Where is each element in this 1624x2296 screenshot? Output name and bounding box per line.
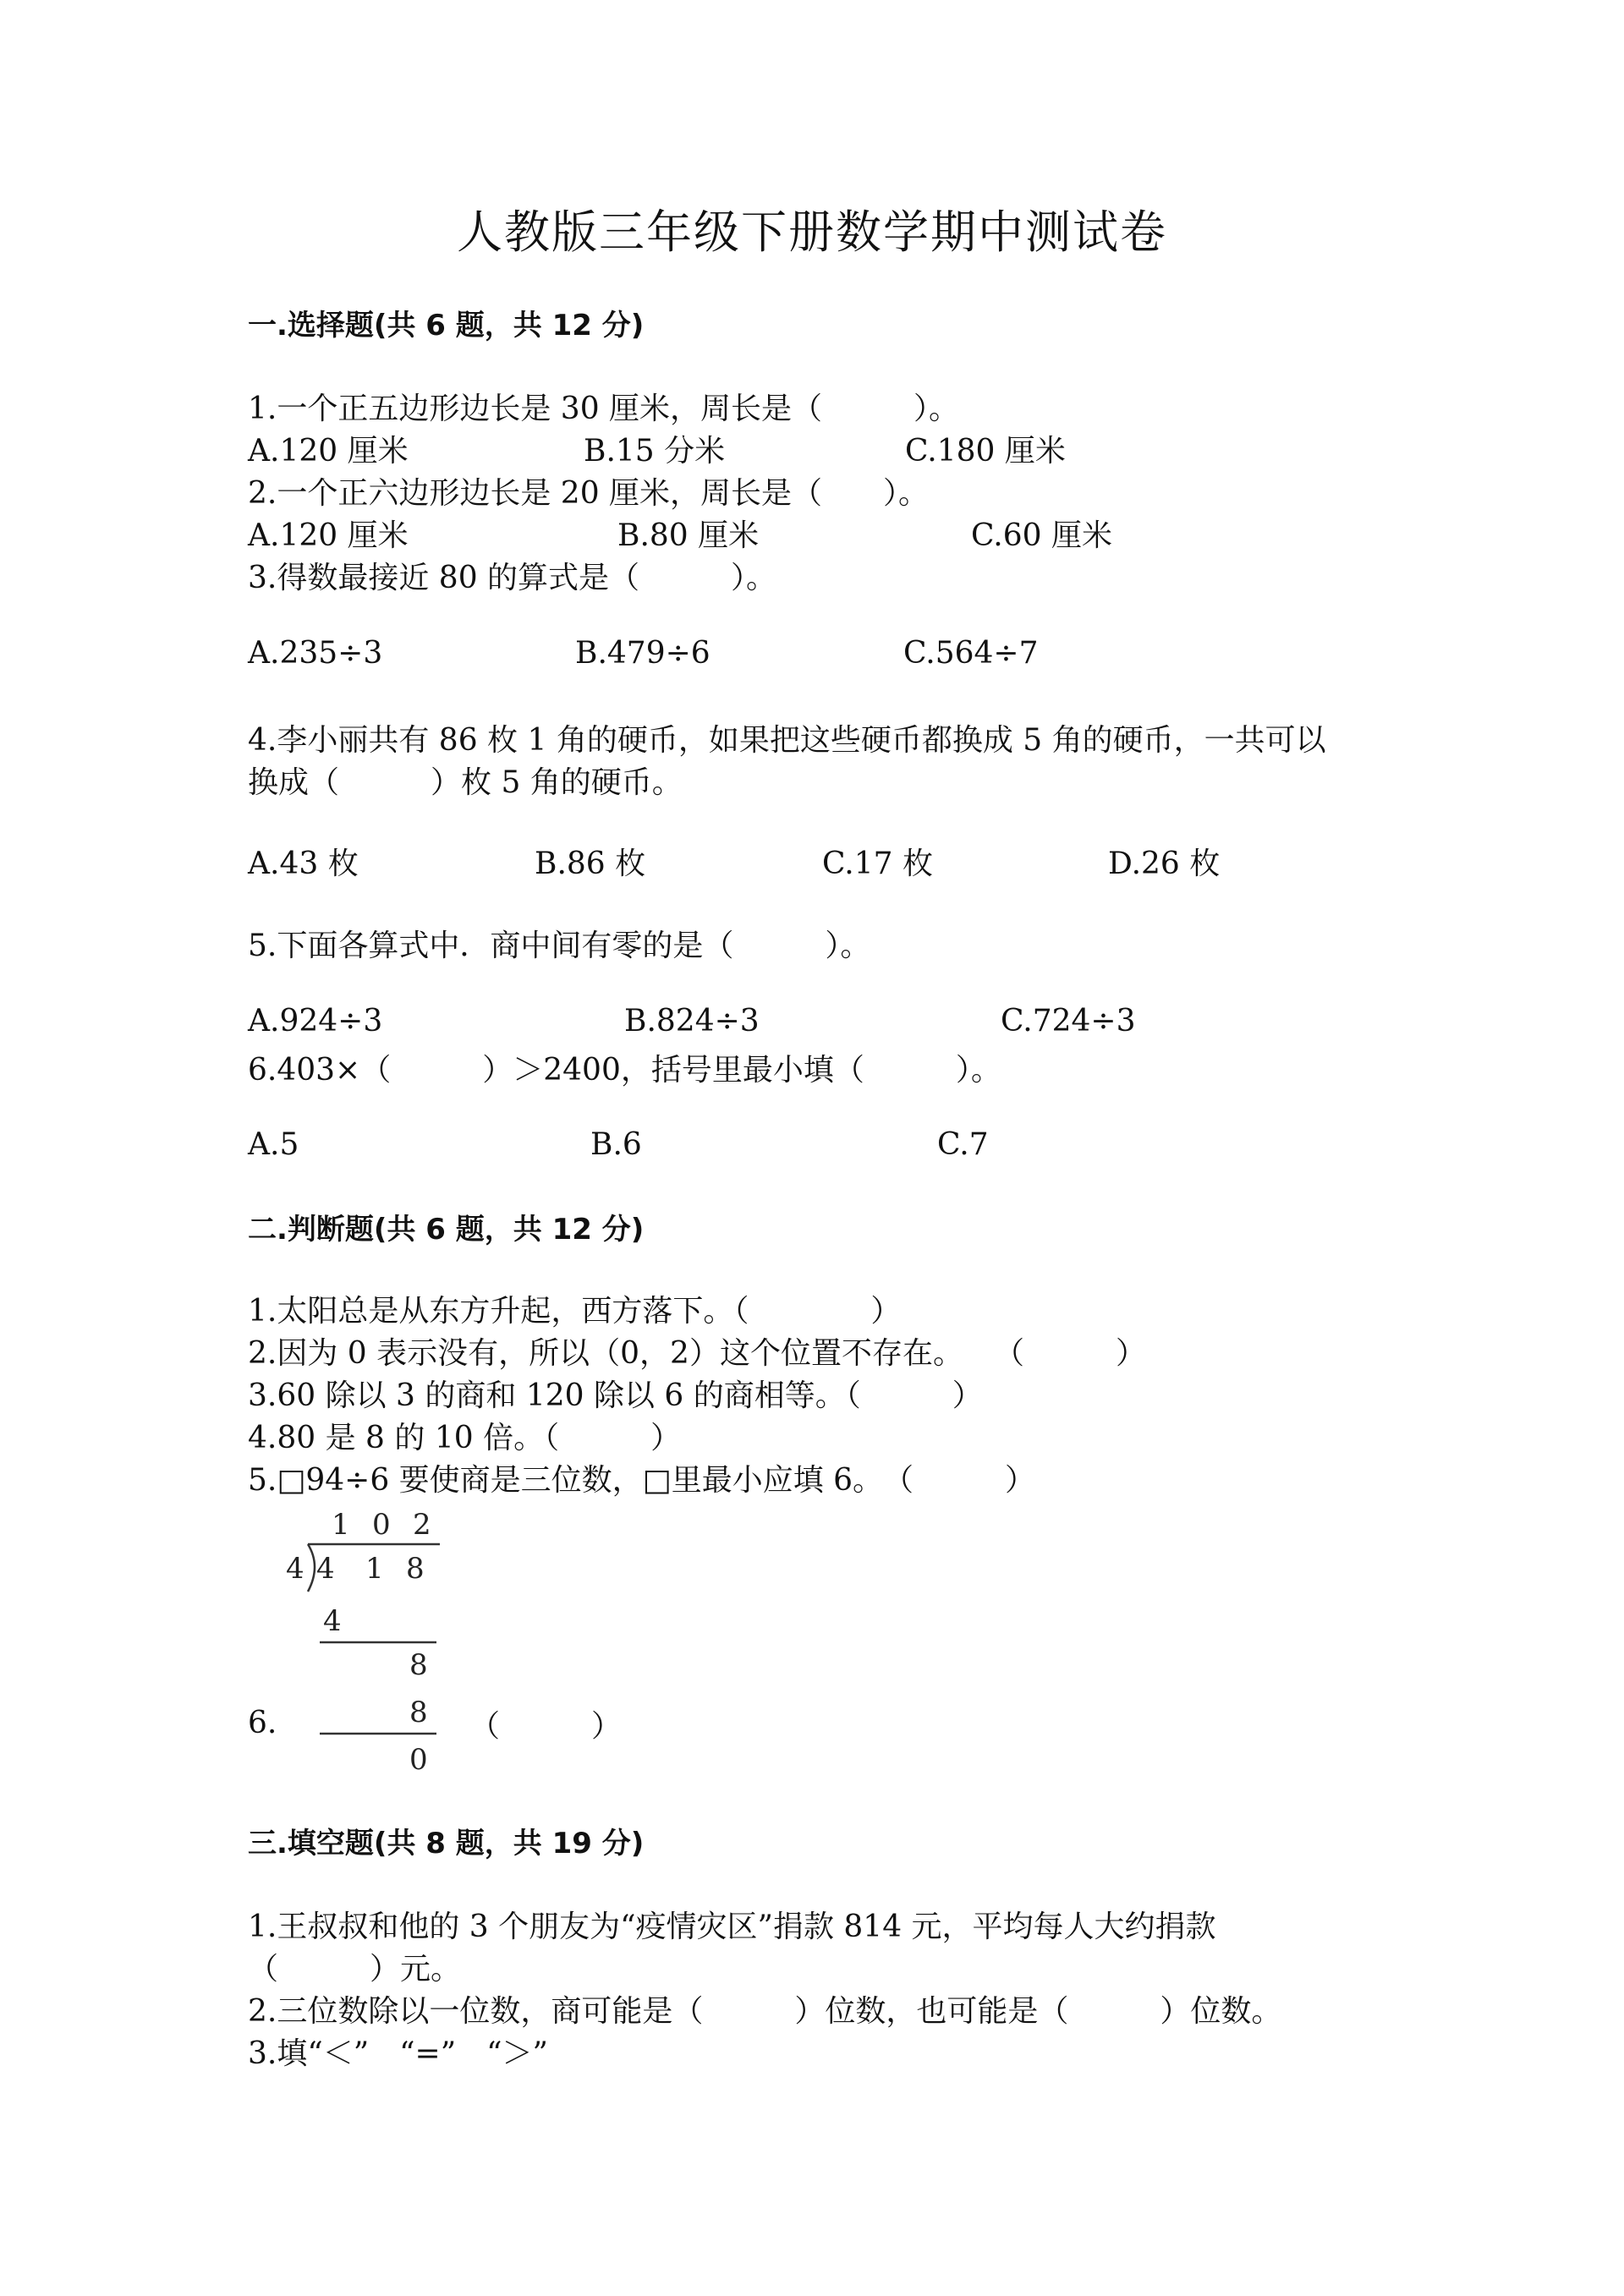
quotient-digit-1: 1 [332,1508,350,1542]
choice-q3-option-b: B.479÷6 [575,636,710,671]
section-heading-judge: 二.判断题(共 6 题，共 12 分) [248,1213,645,1247]
choice-q6-option-b: B.6 [590,1127,642,1162]
choice-q2-option-a: A.120 厘米 [248,518,409,553]
judge-q6-bracket: （ ） [469,1709,623,1744]
long-division-figure [279,1504,465,1791]
choice-q4-option-c: C.17 枚 [822,847,933,881]
division-remainder: 0 [409,1743,428,1777]
choice-q2: 2.一个正六边形边长是 20 厘米，周长是（ ）。 [248,476,930,511]
quotient-digit-3: 2 [413,1508,431,1542]
choice-q5-option-a: A.924÷3 [248,1004,383,1038]
division-step-3: 8 [409,1696,428,1729]
choice-q4-line2: 换成（ ）枚 5 角的硬币。 [248,765,683,800]
judge-q3: 3.60 除以 3 的商和 120 除以 6 的商相等。（ ） [248,1378,983,1413]
choice-q5-option-b: B.824÷3 [624,1004,760,1038]
choice-q6-option-c: C.7 [937,1127,989,1162]
choice-q5-option-c: C.724÷3 [1001,1004,1136,1038]
page-title: 人教版三年级下册数学期中测试卷 [457,205,1167,259]
choice-q4-option-b: B.86 枚 [535,847,646,881]
choice-q3-option-a: A.235÷3 [248,636,383,671]
section-heading-choice: 一.选择题(共 6 题，共 12 分) [248,309,645,342]
fill-q1-line1: 1.王叔叔和他的 3 个朋友为“疫情灾区”捐款 814 元，平均每人大约捐款 [248,1910,1216,1944]
choice-q1-option-a: A.120 厘米 [248,434,409,469]
judge-q2: 2.因为 0 表示没有，所以（0，2）这个位置不存在。 （ ） [248,1336,1146,1371]
choice-q1: 1.一个正五边形边长是 30 厘米，周长是（ ）。 [248,392,960,426]
choice-q3: 3.得数最接近 80 的算式是（ ）。 [248,561,777,595]
choice-q1-option-b: B.15 分米 [584,434,726,469]
division-bracket [308,1544,315,1592]
quotient-digit-2: 0 [372,1508,391,1542]
choice-q1-option-c: C.180 厘米 [905,434,1066,469]
choice-q4-line1: 4.李小丽共有 86 枚 1 角的硬币，如果把这些硬币都换成 5 角的硬币，一共可以 [248,723,1326,758]
judge-q4: 4.80 是 8 的 10 倍。（ ） [248,1421,682,1455]
dividend-digit-1: 4 [316,1552,335,1586]
judge-q6-number: 6. [248,1706,277,1740]
judge-q1: 1.太阳总是从东方升起，西方落下。（ ） [248,1294,902,1329]
choice-q4-option-d: D.26 枚 [1108,847,1221,881]
divisor: 4 [286,1552,304,1586]
section-heading-fill: 三.填空题(共 8 题，共 19 分) [248,1827,645,1860]
judge-q5: 5.□94÷6 要使商是三位数，□里最小应填 6。 （ ） [248,1463,1036,1498]
choice-q3-option-c: C.564÷7 [903,636,1039,671]
choice-q2-option-b: B.80 厘米 [617,518,760,553]
choice-q2-option-c: C.60 厘米 [971,518,1112,553]
dividend-digit-2: 1 [365,1552,384,1586]
choice-q5: 5.下面各算式中．商中间有零的是（ ）。 [248,929,871,963]
division-step-2: 8 [409,1648,428,1682]
choice-q4-option-a: A.43 枚 [248,847,359,881]
choice-q6: 6.403×（ ）＞2400，括号里最小填（ ）。 [248,1053,1001,1088]
fill-q1-line2: （ ）元。 [248,1952,462,1986]
division-step-1: 4 [323,1604,342,1638]
fill-q3: 3.填“＜” “=” “＞” [248,2036,548,2071]
dividend-digit-3: 8 [406,1552,425,1586]
fill-q2: 2.三位数除以一位数，商可能是（ ）位数，也可能是（ ）位数。 [248,1994,1282,2029]
choice-q6-option-a: A.5 [248,1127,299,1162]
